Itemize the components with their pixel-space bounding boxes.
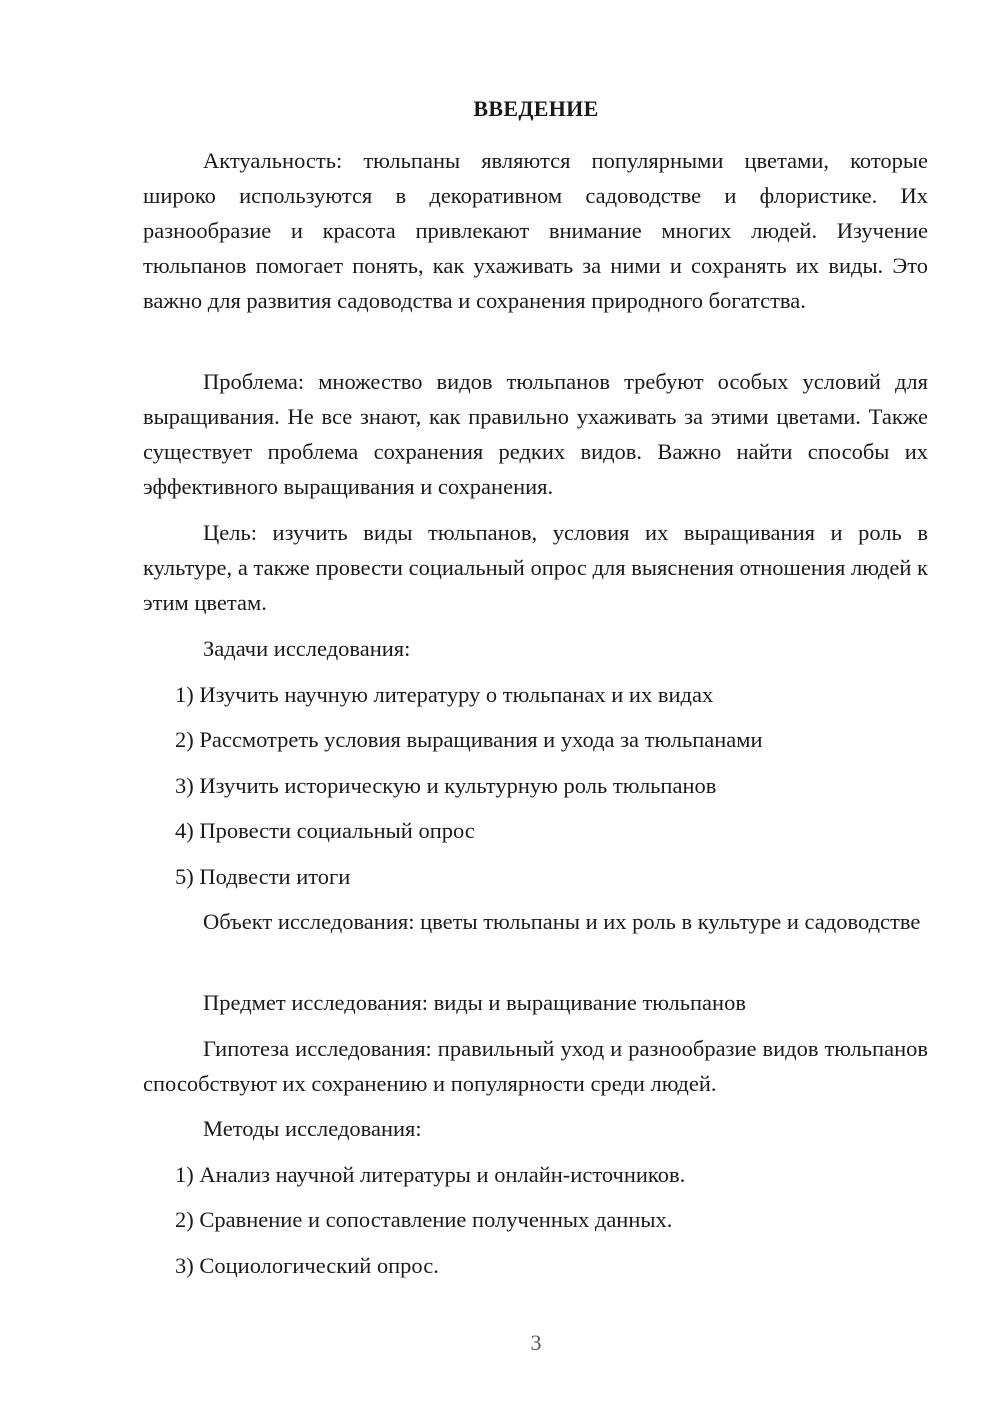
method-item: 1) Анализ научной литературы и онлайн-источников. bbox=[175, 1162, 686, 1187]
object-paragraph: Объект исследования: цветы тюльпаны и их роль в культуре и садоводстве bbox=[203, 909, 921, 934]
task-item: 3) Изучить историческую и культурную роль тюльпанов bbox=[175, 773, 717, 798]
tasks-heading: Задачи исследования: bbox=[203, 636, 411, 661]
task-item: 5) Подвести итоги bbox=[175, 864, 351, 889]
problem-paragraph: Проблема: множество видов тюльпанов требуют особых условий для выращивания. Не все знают, как правильно ухаживать за этими цветами. Также существует проблема сохранения редких видов. Важно найти способы их эффективного выращивания и сохранения. bbox=[143, 369, 928, 499]
task-item: 4) Провести социальный опрос bbox=[175, 818, 475, 843]
methods-heading: Методы исследования: bbox=[203, 1116, 422, 1141]
goal-paragraph: Цель: изучить виды тюльпанов, условия их выращивания и роль в культуре, а также провести социальный опрос для выяснения отношения людей к этим цветам. bbox=[143, 520, 928, 615]
page-title: ВВЕДЕНИЕ bbox=[473, 96, 599, 121]
actuality-paragraph: Актуальность: тюльпаны являются популярными цветами, которые широко используются в декоративном садоводстве и флористике. Их разнообразие и красота привлекают внимание многих людей. Изучение тюльпанов помогает понять, как ухаживать за ними и сохранять их виды. Это важно для развития садоводства и сохранения природного богатства. bbox=[143, 148, 928, 313]
method-item: 3) Социологический опрос. bbox=[175, 1253, 439, 1278]
subject-paragraph: Предмет исследования: виды и выращивание тюльпанов bbox=[203, 990, 746, 1015]
task-item: 2) Рассмотреть условия выращивания и ухода за тюльпанами bbox=[175, 727, 763, 752]
page-number: 3 bbox=[530, 1330, 542, 1355]
hypothesis-paragraph: Гипотеза исследования: правильный уход и разнообразие видов тюльпанов способствуют их сохранению и популярности среди людей. bbox=[143, 1036, 928, 1096]
method-item: 2) Сравнение и сопоставление полученных данных. bbox=[175, 1207, 673, 1232]
task-item: 1) Изучить научную литературу о тюльпанах и их видах bbox=[175, 682, 714, 707]
